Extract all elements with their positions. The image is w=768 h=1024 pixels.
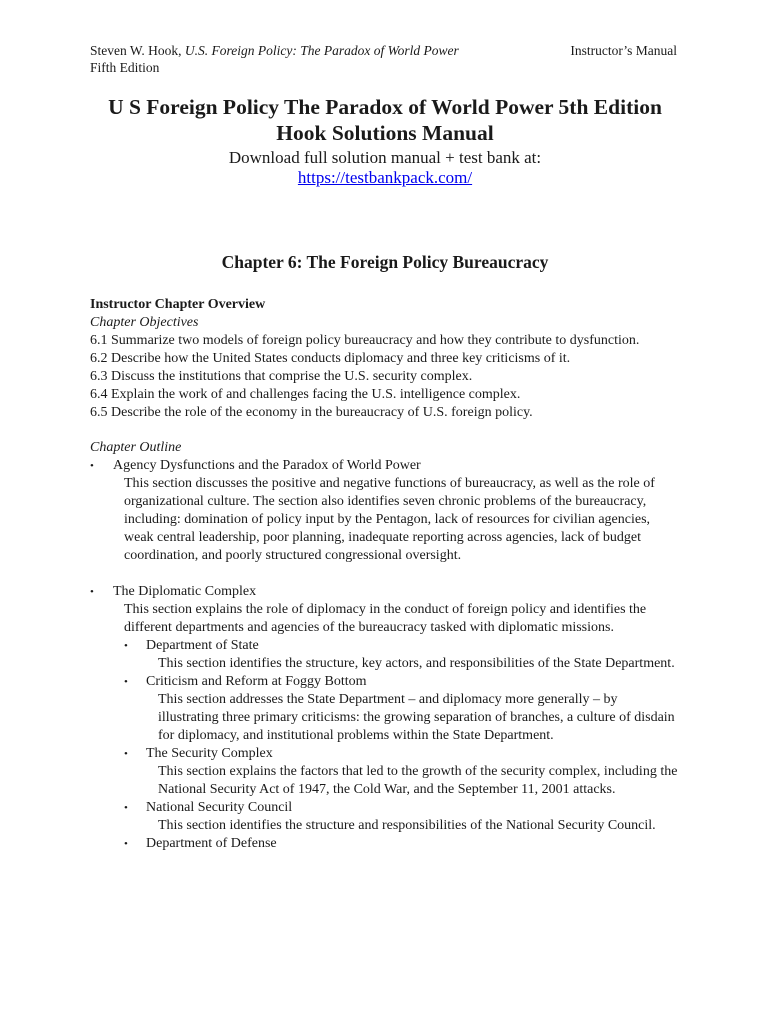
outline-subitem-label: Department of State [146,638,259,653]
running-header [90,42,680,76]
objective-item: 6.2 Describe how the United States conducts diplomacy and three key criticisms of it. [90,351,571,366]
outline-item [90,457,680,565]
header-book-title: U.S. Foreign Policy: The Paradox of World Power [184,43,459,58]
objective-item: 6.1 Summarize two models of foreign policy bureaucracy and how they contribute to dysfunction. [90,333,640,348]
outline-subitem-description: This section explains the factors that led to the growth of the security complex, including the National Security Act of 1947, the Cold War, and the September 11, 2001 attacks. [158,764,678,797]
outline-subitem-description: This section identifies the structure, key actors, and responsibilities of the State Department. [158,656,675,671]
outline-subitem-label: Department of Defense [146,836,277,851]
outline-subitem-label: National Security Council [146,800,293,815]
outline-subitem-description: This section identifies the structure and responsibilities of the National Security Council. [158,818,656,833]
outline-subitem-label: The Security Complex [146,746,273,761]
outline-subitem [90,673,680,745]
bullet-icon: • [124,802,128,814]
outline-item-description: This section discusses the positive and negative functions of bureaucracy, as well as the role of organizational culture. The section also identifies seven chronic problems of the bureaucracy, including: domination of policy input by the Pentagon, lack of resources for civilian agencies, weak central leadership, poor planning, inadequate reporting across agencies, lack of budget coordination, and poorly structured congressional oversight. [124,476,655,563]
outline-item-label: Agency Dysfunctions and the Paradox of World Power [113,458,421,473]
header-edition: Fifth Edition [90,60,160,75]
bullet-icon: • [124,838,128,850]
outline-subitem [90,799,680,835]
outline-subitem-label: Criticism and Reform at Foggy Bottom [146,674,367,689]
document-title-line-2: Hook Solutions Manual [276,121,494,145]
bullet-icon: • [124,676,128,688]
outline-item-label: The Diplomatic Complex [113,584,257,599]
bullet-icon: • [124,640,128,652]
objective-item: 6.4 Explain the work of and challenges facing the U.S. intelligence complex. [90,387,521,402]
download-text: Download full solution manual + test bank at: [228,148,542,167]
outline-list [90,457,680,853]
outline-heading: Chapter Outline [90,440,182,455]
objective-item: 6.5 Describe the role of the economy in the bureaucracy of U.S. foreign policy. [90,405,533,420]
objectives-heading: Chapter Objectives [90,315,199,330]
document-page [90,42,680,853]
document-title-line-1: U S Foreign Policy The Paradox of World Power 5th Edition [108,95,662,119]
outline-item [90,583,680,637]
chapter-title: Chapter 6: The Foreign Policy Bureaucracy [221,252,549,272]
objectives-list [90,332,680,422]
download-link[interactable]: https://testbankpack.com/ [297,168,473,187]
outline-subitem [90,745,680,799]
outline-item-description: This section explains the role of diplomacy in the conduct of foreign policy and identifies the different departments and agencies of the bureaucracy tasked with diplomatic missions. [124,602,647,635]
bullet-icon: • [90,460,94,472]
header-manual-label: Instructor’s Manual [570,43,677,58]
outline-subitem [90,637,680,673]
bullet-icon: • [90,586,94,598]
bullet-icon: • [124,748,128,760]
outline-subitem-description: This section addresses the State Department – and diplomacy more generally – by illustrating three primary criticisms: the growing separation of branches, a culture of disdain for diplomacy, and institutional problems within the State Department. [158,692,675,743]
document-title [90,94,680,146]
objective-item: 6.3 Discuss the institutions that comprise the U.S. security complex. [90,369,473,384]
outline-subitem [90,835,680,853]
header-author: Steven W. Hook, [90,43,182,58]
overview-heading: Instructor Chapter Overview [90,297,266,312]
